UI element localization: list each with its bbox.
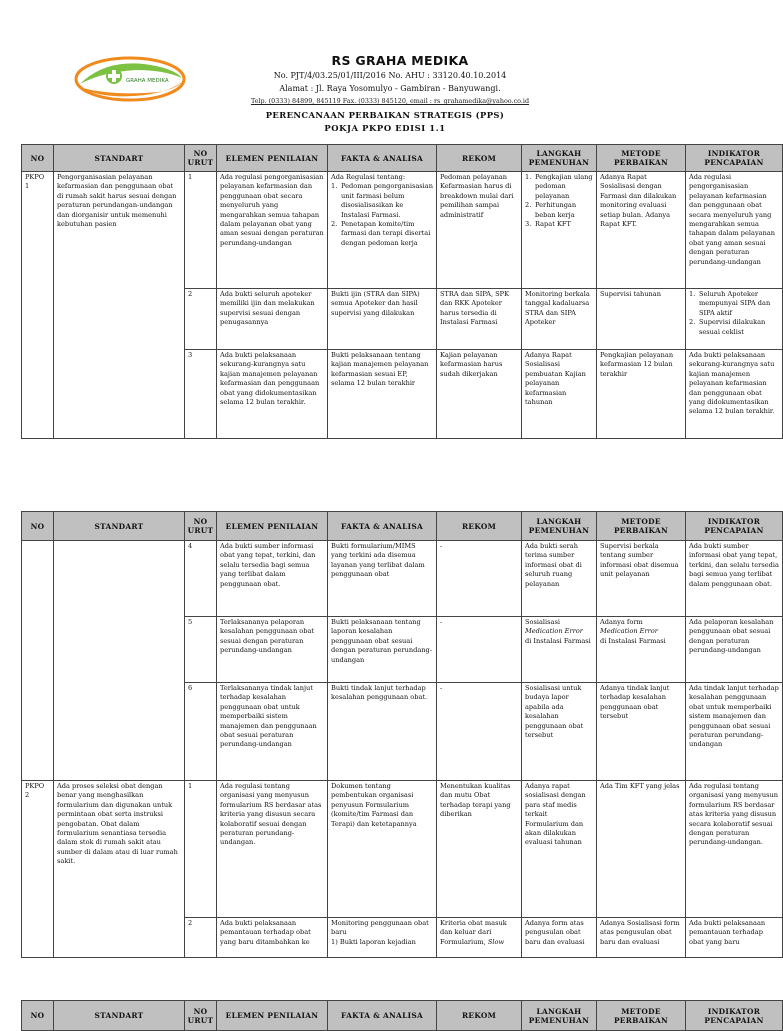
cell-fakta: Bukti ijin (STRA dan SIPA) semua Apoteker dan hasil supervisi yang dilakukan <box>328 289 437 350</box>
col-header-no-urut: NO URUT <box>185 512 217 541</box>
cell-langkah: Ada bukti serah terima sumber informasi obat di seluruh ruang pelayanan <box>522 541 597 617</box>
pps-table-3 <box>21 1000 783 1031</box>
cell-indikator: 1. Seluruh Apoteker mempunyai SIPA dan SIPA aktif 2. Supervisi dilakukan sesuai ceklist <box>686 289 783 350</box>
cell-fakta: Ada Regulasi tentang: 1. Pedoman pengorganisasian unit farmasi belum disosialisasikan ke Instalasi Farmasi. 2. Penetapan komite/tim farmasi dan terapi disertai dengan pedoman kerja <box>328 172 437 289</box>
hospital-name: RS GRAHA MEDIKA <box>331 53 469 68</box>
col-header-no-urut: NO URUT <box>185 1001 217 1031</box>
cell-metode: Adanya tindak lanjut terhadap kesalahan penggunaan obat tersebut <box>597 683 686 781</box>
cell-metode: Adanya Rapat Sosialisasi dengan Farmasi dan dilakukan monitoring evaluasi setiap bulan. Adanya Rapat KFT. <box>597 172 686 289</box>
col-header-metode: METODE PERBAIKAN <box>597 512 686 541</box>
cell-no-urut: 2 <box>185 918 217 958</box>
cell-rekom: STRA dan SIPA, SPK dan RKK Apoteker harus tersedia di Instalasi Farmasi <box>437 289 522 350</box>
cell-no-urut: 5 <box>185 617 217 683</box>
cell-no-urut: 3 <box>185 350 217 439</box>
cell-metode: Pengkajian pelayanan kefarmasian 12 bulan terakhir <box>597 350 686 439</box>
cell-standart: Ada proses seleksi obat dengan benar yang menghasilkan formularium dan digunakan untuk permintaan obat serta instruksi pengobatan. Obat dalam formularium senantiasa tersedia dalam stok di rumah sakit atau sumber di dalam atau di luar rumah sakit. <box>54 781 185 958</box>
table-header-row <box>22 1001 783 1031</box>
cell-langkah: Adanya form atas pengusulan obat baru dan evaluasi <box>522 918 597 958</box>
cell-standart: Pengorganisasian pelayanan kefarmasian dan penggunaan obat di rumah sakit harus sesuai dengan peraturan perundangan-undangan dan diorganisir untuk memenuhi kebutuhan pasien <box>54 172 185 439</box>
cell-indikator: Ada regulasi tentang organisasi yang menyusun formularium RS berdasar atas kriteria yang disusun secara kolaboratif sesuai dengan peraturan perundang-undangan. <box>686 781 783 918</box>
langkah-item: Rapat KFT <box>535 220 571 229</box>
col-header-no: NO <box>22 512 54 541</box>
cell-metode: Supervisi berkala tentang sumber informasi obat disemua unit pelayanan <box>597 541 686 617</box>
document-title: PERENCANAAN PERBAIKAN STRATEGIS (PPS) <box>265 110 505 120</box>
langkah-item: Pengkajian ulang pedoman pelayanan <box>535 173 593 200</box>
cell-rekom: Kriteria obat masuk dan keluar dari Formularium, Slow <box>437 918 522 958</box>
col-header-elemen: ELEMEN PENILAIAN <box>217 145 328 172</box>
pps-table-1 <box>21 144 783 439</box>
cell-fakta: Bukti pelaksanaan tentang kajian manajemen pelayanan kefarmasian sesuai EP, selama 12 bulan terakhir <box>328 350 437 439</box>
col-header-elemen: ELEMEN PENILAIAN <box>217 512 328 541</box>
col-header-standart: STANDART <box>54 145 185 172</box>
cell-elemen: Terlaksananya tindak lanjut terhadap kesalahan penggunaan obat untuk memperbaiki sistem manajemen dan penggunaan obat sesuai peraturan perundang-undangan <box>217 683 328 781</box>
cell-metode: Supervisi tahunan <box>597 289 686 350</box>
cell-elemen: Terlaksananya pelaporan kesalahan penggunaan obat sesuai dengan peraturan perundang-undangan <box>217 617 328 683</box>
table-row <box>22 541 783 617</box>
pps-table-2 <box>21 511 783 958</box>
table-header-row <box>22 145 783 172</box>
cell-rekom: - <box>437 617 522 683</box>
col-header-metode: METODE PERBAIKAN <box>597 1001 686 1031</box>
cell-standart <box>54 541 185 781</box>
col-header-fakta: FAKTA & ANALISA <box>328 145 437 172</box>
col-header-langkah: LANGKAH PEMENUHAN <box>522 1001 597 1031</box>
col-header-rekom: REKOM <box>437 145 522 172</box>
svg-text:GRAHA MEDIKA: GRAHA MEDIKA <box>126 78 169 84</box>
cell-indikator: Ada regulasi pengorganisasian pelayanan kefarmasian dan penggunaan obat secara menyeluruh yang mengarahkan semua tahapan dalam pelayanan obat yang aman sesuai dengan peraturan perundang-undangan <box>686 172 783 289</box>
indikator-item: Supervisi dilakukan sesuai ceklist <box>699 318 766 336</box>
cell-rekom: Kajian pelayanan kefarmasian harus sudah dikerjakan <box>437 350 522 439</box>
cell-fakta: Bukti formularium/MIMS yang terkini ada disemua layanan yang terlibat dalam penggunaan obat <box>328 541 437 617</box>
cell-indikator: Ada bukti sumber informasi obat yang tepat, terkini, dan selalu tersedia bagi semua yang terlibat dalam penggunaan obat. <box>686 541 783 617</box>
cell-elemen: Ada bukti pelaksanaan sekurang-kurangnya satu kajian manajemen pelayanan kefarmasian dan penggunaan obat yang didokumentasikan selama 12 bulan terakhir. <box>217 350 328 439</box>
cell-rekom: Menentukan kualitas dan mutu Obat terhadap terapi yang diberikan <box>437 781 522 918</box>
cell-fakta: Bukti tindak lanjut terhadap kesalahan penggunaan obat. <box>328 683 437 781</box>
fakta-item: Penetapan komite/tim farmasi dan terapi disertai dengan pedoman kerja <box>341 220 431 247</box>
cell-no <box>22 541 54 781</box>
cell-metode: Adanya form Medication Error di Instalasi Farmasi <box>597 617 686 683</box>
col-header-no-urut: NO URUT <box>185 145 217 172</box>
col-header-fakta: FAKTA & ANALISA <box>328 1001 437 1031</box>
cell-indikator: Ada bukti pelaksanaan pemantauan terhadap obat yang baru <box>686 918 783 958</box>
langkah-item: Perhitungan beban kerja <box>535 201 577 219</box>
cell-no: PKPO 1 <box>22 172 54 439</box>
cell-no: PKPO 2 <box>22 781 54 958</box>
col-header-langkah: LANGKAH PEMENUHAN <box>522 145 597 172</box>
cell-rekom: - <box>437 683 522 781</box>
cell-elemen: Ada regulasi tentang organisasi yang menyusun formularium RS berdasar atas kriteria yang disusun secara kolaboratif sesuai dengan peraturan perundang-undangan. <box>217 781 328 918</box>
cell-no-urut: 6 <box>185 683 217 781</box>
fakta-intro: Ada Regulasi tentang: <box>331 173 406 181</box>
hospital-logo <box>74 56 186 102</box>
cell-langkah: Sosialisasi Medication Error di Instalasi Farmasi <box>522 617 597 683</box>
cell-no-urut: 1 <box>185 781 217 918</box>
col-header-indikator: INDIKATOR PENCAPAIAN <box>686 512 783 541</box>
registration-number: No. PJT/4/03.25/01/III/2016 No. AHU : 33120.40.10.2014 <box>273 71 507 80</box>
cell-metode: Ada Tim KFT yang jelas <box>597 781 686 918</box>
cell-rekom: Pedoman pelayanan Kefarmasian harus di breakdown mulai dari pemilihan sampai administratif <box>437 172 522 289</box>
table-header-row <box>22 512 783 541</box>
document-header <box>0 0 768 140</box>
cell-rekom: - <box>437 541 522 617</box>
cell-elemen: Ada bukti seluruh apoteker memiliki ijin dan melakukan supervisi sesuai dengan penugasannya <box>217 289 328 350</box>
fakta-item: Pedoman pengorganisasian unit farmasi belum disosialisasikan ke Instalasi Farmasi. <box>341 182 433 219</box>
table-row <box>22 781 783 918</box>
col-header-indikator: INDIKATOR PENCAPAIAN <box>686 1001 783 1031</box>
col-header-fakta: FAKTA & ANALISA <box>328 512 437 541</box>
cell-elemen: Ada regulasi pengorganisasian pelayanan kefarmasian dan penggunaan obat secara menyeluruh yang mengarahkan semua tahapan dalam pelayanan obat yang aman sesuai dengan peraturan perundang-undangan <box>217 172 328 289</box>
table-row <box>22 172 783 289</box>
col-header-no: NO <box>22 145 54 172</box>
cell-no-urut: 4 <box>185 541 217 617</box>
col-header-indikator: INDIKATOR PENCAPAIAN <box>686 145 783 172</box>
cell-metode: Adanya Sosialisasi form atas pengusulan obat baru dan evaluasi <box>597 918 686 958</box>
col-header-standart: STANDART <box>54 512 185 541</box>
cell-no-urut: 1 <box>185 172 217 289</box>
hospital-contact: Telp. (0333) 84899, 845119 Fax. (0333) 845120, email : rs_grahamedika@yahoo.co.id <box>250 97 530 105</box>
cell-no-urut: 2 <box>185 289 217 350</box>
cell-indikator: Ada bukti pelaksanaan sekurang-kurangnya satu kajian manajemen pelayanan kefarmasian dan penggunaan obat yang didokumentasikan selama 12 bulan terakhir. <box>686 350 783 439</box>
cell-elemen: Ada bukti pelaksanaan pemantauan terhadap obat yang baru ditambahkan ke <box>217 918 328 958</box>
cell-langkah: Adanya Rapat Sosialisasi pembuatan Kajian pelayanan kefarmasian tahunan <box>522 350 597 439</box>
cell-fakta: Monitoring penggunaan obat baru 1) Bukti laporan kejadian <box>328 918 437 958</box>
cell-indikator: Ada pelaporan kesalahan penggunaan obat sesuai dengan peraturan perundang-undangan <box>686 617 783 683</box>
cell-langkah: Sosialisasi untuk budaya lapor apabila ada kesalahan penggunaan obat tersebut <box>522 683 597 781</box>
hospital-address: Alamat : Jl. Raya Yosomulyo - Gambiran - Banyuwangi. <box>279 84 501 93</box>
cell-langkah: Adanya rapat sosialisasi dengan para staf medis terkait Formularium dan akan dilakukan evaluasi tahunan <box>522 781 597 918</box>
cell-fakta: Dokumen tentang pembentukan organisasi penyusun Formularium (komite/tim Farmasi dan Terapi) dan ketetapannya <box>328 781 437 918</box>
cell-indikator: Ada tindak lanjut terhadap kesalahan penggunaan obat untuk memperbaiki sistem manajemen dan penggunaan obat sesuai peraturan perundang-undangan <box>686 683 783 781</box>
col-header-standart: STANDART <box>54 1001 185 1031</box>
indikator-item: Seluruh Apoteker mempunyai SIPA dan SIPA aktif <box>699 290 771 317</box>
col-header-metode: METODE PERBAIKAN <box>597 145 686 172</box>
col-header-rekom: REKOM <box>437 512 522 541</box>
cell-langkah: 1. Pengkajian ulang pedoman pelayanan 2. Perhitungan beban kerja 3. Rapat KFT <box>522 172 597 289</box>
cell-langkah: Monitoring berkala tanggal kadaluarsa STRA dan SIPA Apoteker <box>522 289 597 350</box>
col-header-langkah: LANGKAH PEMENUHAN <box>522 512 597 541</box>
cell-fakta: Bukti pelaksanaan tentang laporan kesalahan penggunaan obat sesuai dengan peraturan perundang-undangan <box>328 617 437 683</box>
cell-elemen: Ada bukti sumber informasi obat yang tepat, terkini, dan selalu tersedia bagi semua yang terlibat dalam penggunaan obat. <box>217 541 328 617</box>
col-header-rekom: REKOM <box>437 1001 522 1031</box>
col-header-elemen: ELEMEN PENILAIAN <box>217 1001 328 1031</box>
col-header-no: NO <box>22 1001 54 1031</box>
document-subtitle: POKJA PKPO EDISI 1.1 <box>324 123 446 133</box>
